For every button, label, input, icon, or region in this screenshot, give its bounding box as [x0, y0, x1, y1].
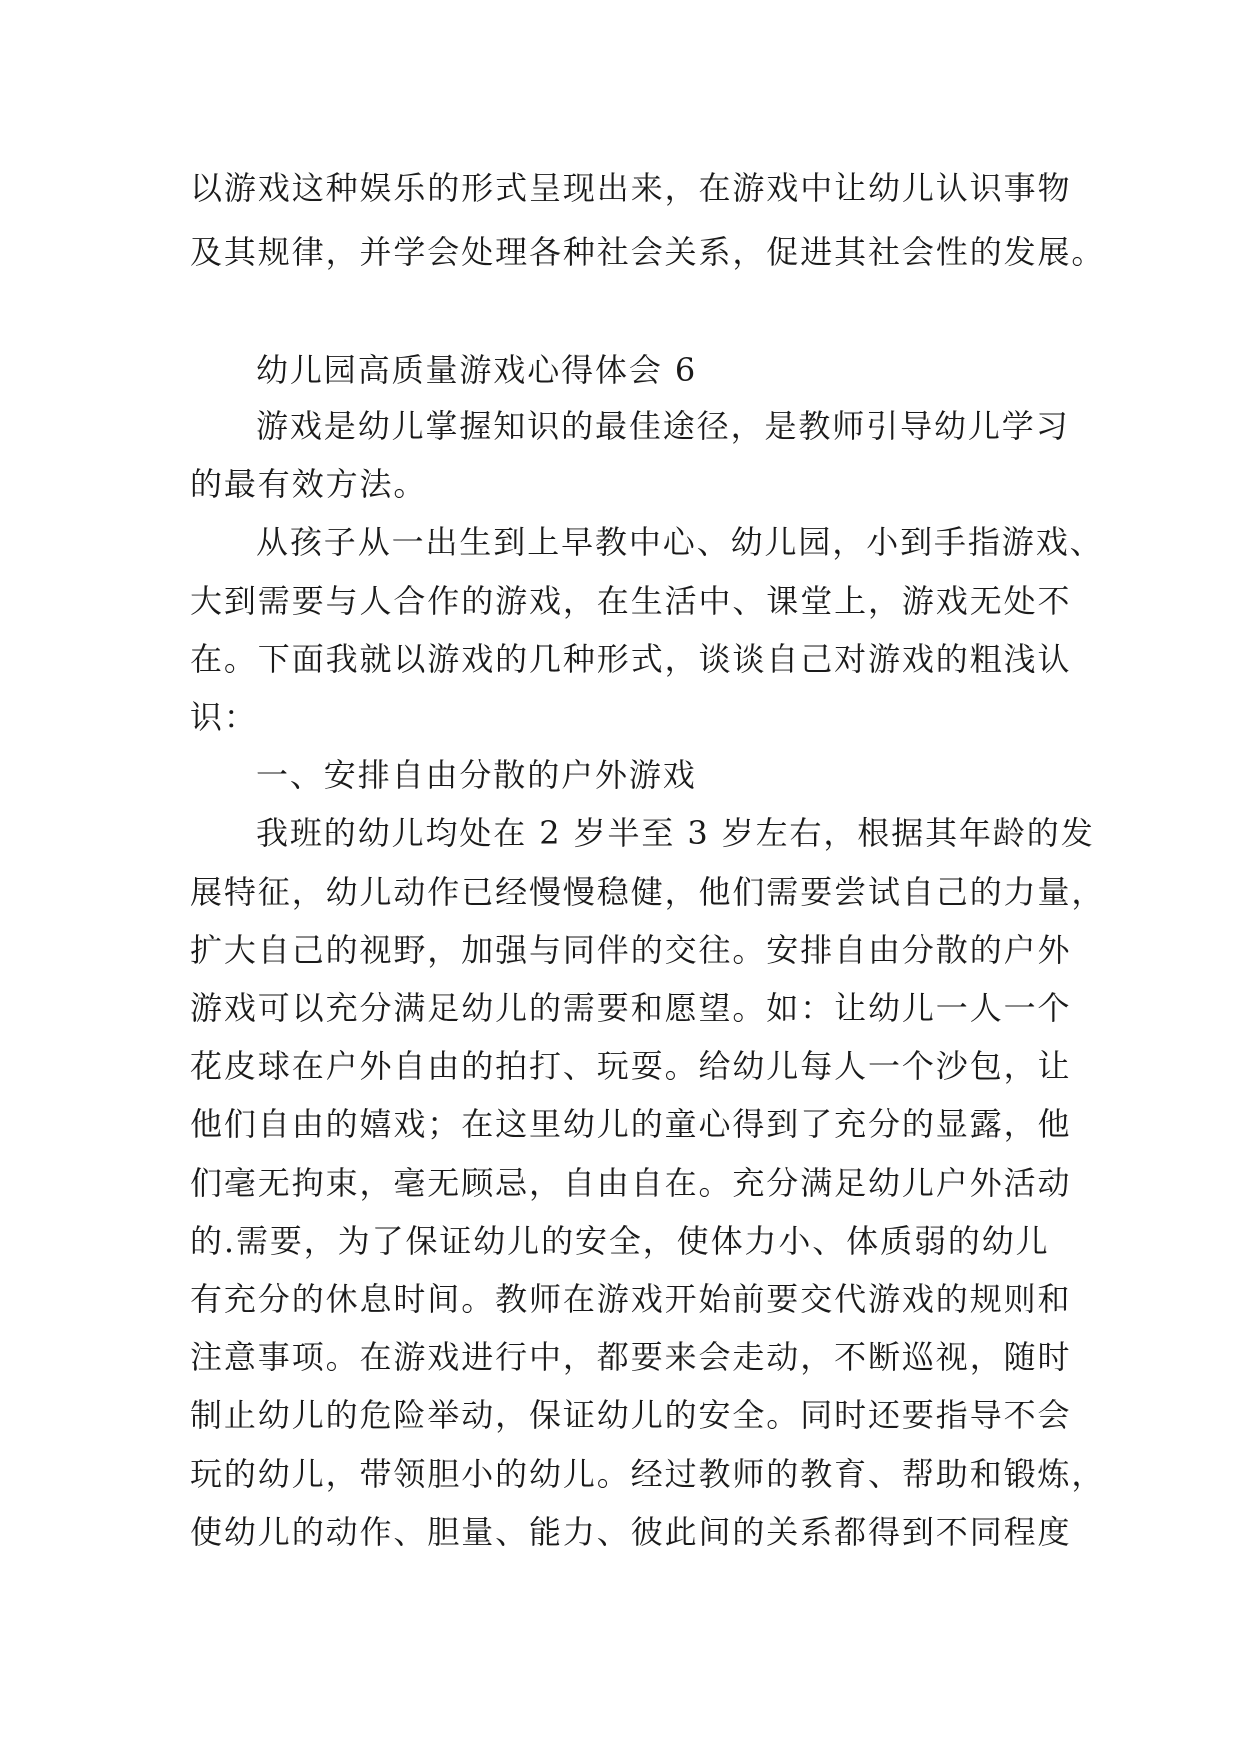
- body-text-line: 在。下面我就以游戏的几种形式，谈谈自己对游戏的粗浅认: [190, 640, 1072, 678]
- body-text-line: 有充分的休息时间。教师在游戏开始前要交代游戏的规则和: [190, 1280, 1072, 1318]
- body-text-line: 制止幼儿的危险举动，保证幼儿的安全。同时还要指导不会: [190, 1396, 1072, 1434]
- body-text-line: 及其规律，并学会处理各种社会关系，促进其社会性的发展。: [190, 233, 1106, 271]
- body-text-line: 以游戏这种娱乐的形式呈现出来，在游戏中让幼儿认识事物: [190, 169, 1072, 207]
- body-text-line: 使幼儿的动作、胆量、能力、彼此间的关系都得到不同程度: [190, 1513, 1072, 1551]
- body-text-line: 他们自由的嬉戏；在这里幼儿的童心得到了充分的显露，他: [190, 1105, 1072, 1143]
- body-text-line: 玩的幼儿，带领胆小的幼儿。经过教师的教育、帮助和锻炼，: [190, 1455, 1106, 1493]
- subsection-heading: 一、安排自由分散的户外游戏: [256, 756, 697, 794]
- body-text-line: 们毫无拘束，毫无顾忌，自由自在。充分满足幼儿户外活动: [190, 1164, 1072, 1202]
- body-text-line: 注意事项。在游戏进行中，都要来会走动，不断巡视，随时: [190, 1338, 1072, 1376]
- body-text-line: 识：: [190, 698, 258, 736]
- body-text-line: 展特征，幼儿动作已经慢慢稳健，他们需要尝试自己的力量，: [190, 873, 1106, 911]
- paragraph-first-line: 从孩子从一出生到上早教中心、幼儿园，小到手指游戏、: [256, 523, 1104, 561]
- body-text-line: 花皮球在户外自由的拍打、玩耍。给幼儿每人一个沙包，让: [190, 1047, 1072, 1085]
- body-text-line: 大到需要与人合作的游戏，在生活中、课堂上，游戏无处不: [190, 582, 1072, 620]
- section-heading: 幼儿园高质量游戏心得体会 6: [256, 351, 698, 389]
- body-text-line: 扩大自己的视野，加强与同伴的交往。安排自由分散的户外: [190, 931, 1072, 969]
- body-text-line: 的.需要，为了保证幼儿的安全，使体力小、体质弱的幼儿: [190, 1222, 1050, 1260]
- paragraph-first-line: 游戏是幼儿掌握知识的最佳途径，是教师引导幼儿学习: [256, 407, 1070, 445]
- paragraph-first-line: 我班的幼儿均处在 2 岁半至 3 岁左右，根据其年龄的发: [256, 814, 1095, 852]
- body-text-line: 游戏可以充分满足幼儿的需要和愿望。如：让幼儿一人一个: [190, 989, 1072, 1027]
- body-text-line: 的最有效方法。: [190, 465, 428, 503]
